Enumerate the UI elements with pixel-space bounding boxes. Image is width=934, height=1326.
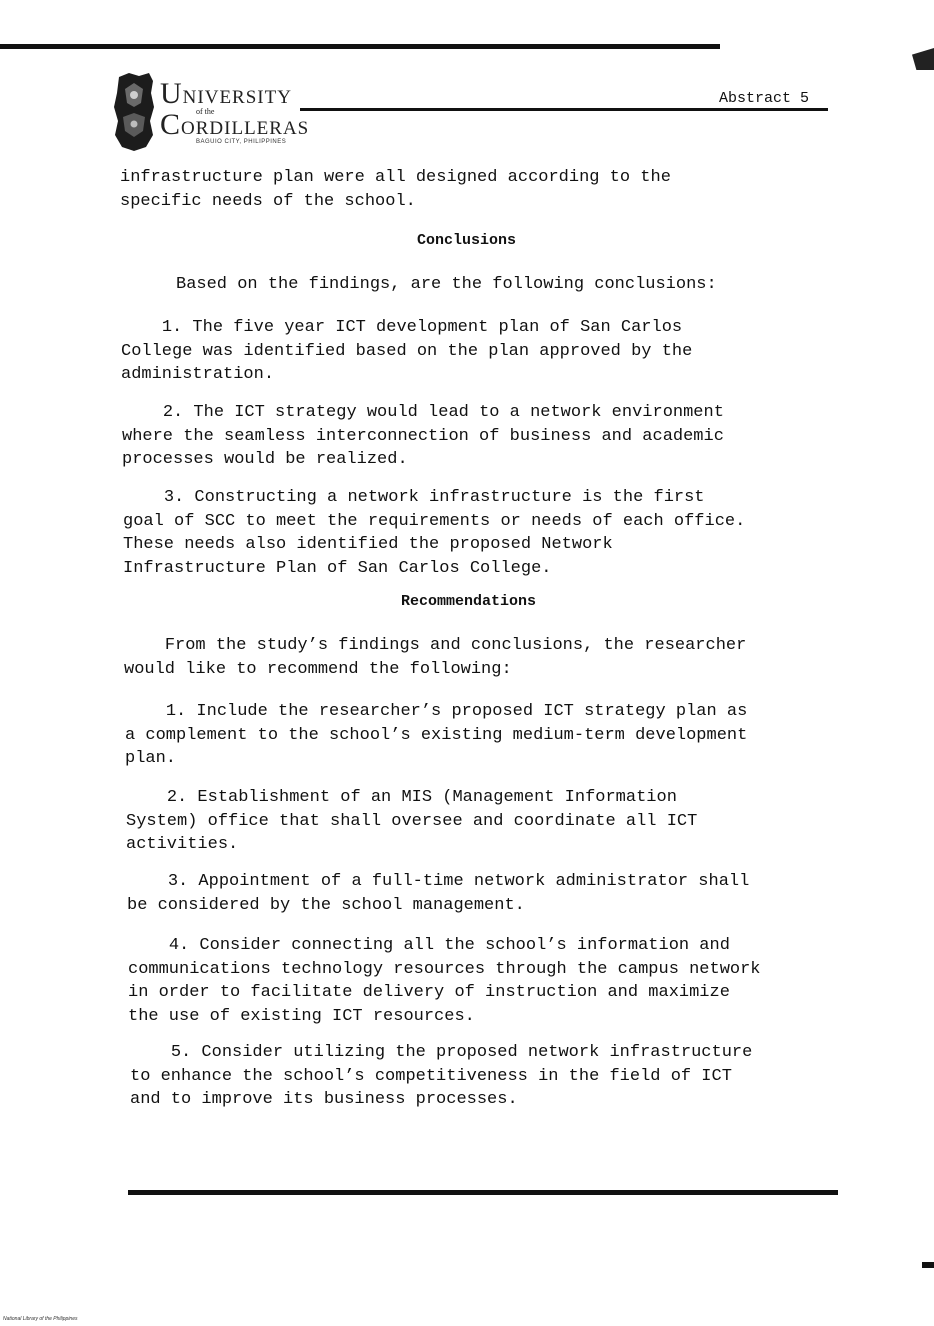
conclusions-lead: Based on the findings, are the following conclusions: — [176, 275, 717, 294]
page-header-label — [719, 90, 809, 107]
recommendation-line: in order to facilitate delivery of instruction and maximize — [128, 983, 730, 1002]
conclusion-item — [122, 401, 724, 472]
scan-side-mark — [922, 1262, 934, 1268]
conclusion-line: 3. Constructing a network infrastructure is the first — [163, 488, 705, 507]
recommendation-line: 2. Establishment of an MIS (Management Information — [166, 788, 677, 807]
section-label: Abstract — [719, 90, 792, 107]
recommendation-item — [127, 870, 749, 917]
logo-of-the: of the — [196, 107, 215, 116]
scan-corner-mark — [912, 48, 934, 70]
recommendations-lead-line: would like to recommend the following: — [124, 659, 512, 679]
conclusion-item — [123, 486, 745, 580]
header-rule — [300, 108, 828, 111]
recommendation-line: plan. — [125, 749, 177, 768]
recommendation-line: and to improve its business processes. — [130, 1090, 518, 1109]
logo-city: BAGUIO CITY, PHILIPPINES — [196, 139, 287, 145]
university-crest-icon — [113, 73, 155, 151]
conclusions-heading: Conclusions — [417, 232, 517, 249]
logo-initial-c: C — [160, 108, 182, 141]
intro-line: infrastructure plan were all designed according to the — [120, 168, 671, 187]
recommendation-line: 3. Appointment of a full-time network administrator shall — [167, 872, 750, 891]
university-logo-text — [160, 77, 310, 141]
recommendation-line: activities. — [126, 835, 239, 854]
recommendation-item — [125, 700, 747, 771]
top-rule — [0, 44, 720, 49]
conclusion-line: where the seamless interconnection of business and academic — [122, 426, 724, 446]
recommendation-item — [128, 934, 761, 1028]
recommendation-line: communications technology resources through the campus network — [128, 959, 761, 979]
recommendation-line: 5. Consider utilizing the proposed network infrastructure — [170, 1043, 753, 1062]
conclusion-line: College was identified based on the plan approved by the — [121, 341, 693, 361]
bottom-rule — [128, 1190, 838, 1195]
recommendation-line: 1. Include the researcher’s proposed ICT strategy plan as — [165, 702, 748, 721]
recommendations-lead — [124, 634, 746, 681]
conclusion-line: 2. The ICT strategy would lead to a network environment — [162, 403, 724, 422]
recommendation-line: the use of existing ICT resources. — [128, 1006, 475, 1026]
recommendation-item — [126, 786, 697, 857]
conclusion-item — [121, 316, 692, 387]
conclusion-line: administration. — [121, 365, 275, 384]
intro-paragraph — [120, 166, 671, 213]
recommendation-line: be considered by the school management. — [127, 895, 525, 915]
recommendation-line: System) office that shall oversee and coordinate all ICT — [126, 811, 698, 831]
recommendations-heading: Recommendations — [401, 593, 537, 610]
recommendation-line: 4. Consider connecting all the school’s information and — [168, 936, 730, 955]
logo-line-university — [160, 77, 309, 110]
conclusion-line: processes would be realized. — [122, 450, 408, 469]
recommendation-item — [130, 1041, 752, 1112]
page-number: 5 — [800, 90, 810, 107]
recommendations-lead-line: From the study’s findings and conclusions, the researcher — [164, 636, 747, 655]
logo-initial-u: U — [160, 77, 183, 110]
conclusion-line: goal of SCC to meet the requirements or needs of each office. — [123, 511, 746, 531]
intro-line: specific needs of the school. — [120, 191, 416, 211]
logo-word-ordilleras: ORDILLERAS — [181, 118, 310, 139]
recommendation-line: a complement to the school’s existing medium-term development — [125, 725, 748, 745]
footer-text: National Library of the Philippines — [3, 1316, 78, 1322]
conclusion-line: These needs also identified the proposed Network — [123, 535, 613, 554]
logo-word-niversity: NIVERSITY — [182, 87, 292, 108]
conclusion-line: 1. The five year ICT development plan of San Carlos — [161, 318, 683, 337]
conclusion-line: Infrastructure Plan of San Carlos College. — [123, 558, 552, 578]
recommendation-line: to enhance the school’s competitiveness in the field of ICT — [130, 1066, 732, 1086]
